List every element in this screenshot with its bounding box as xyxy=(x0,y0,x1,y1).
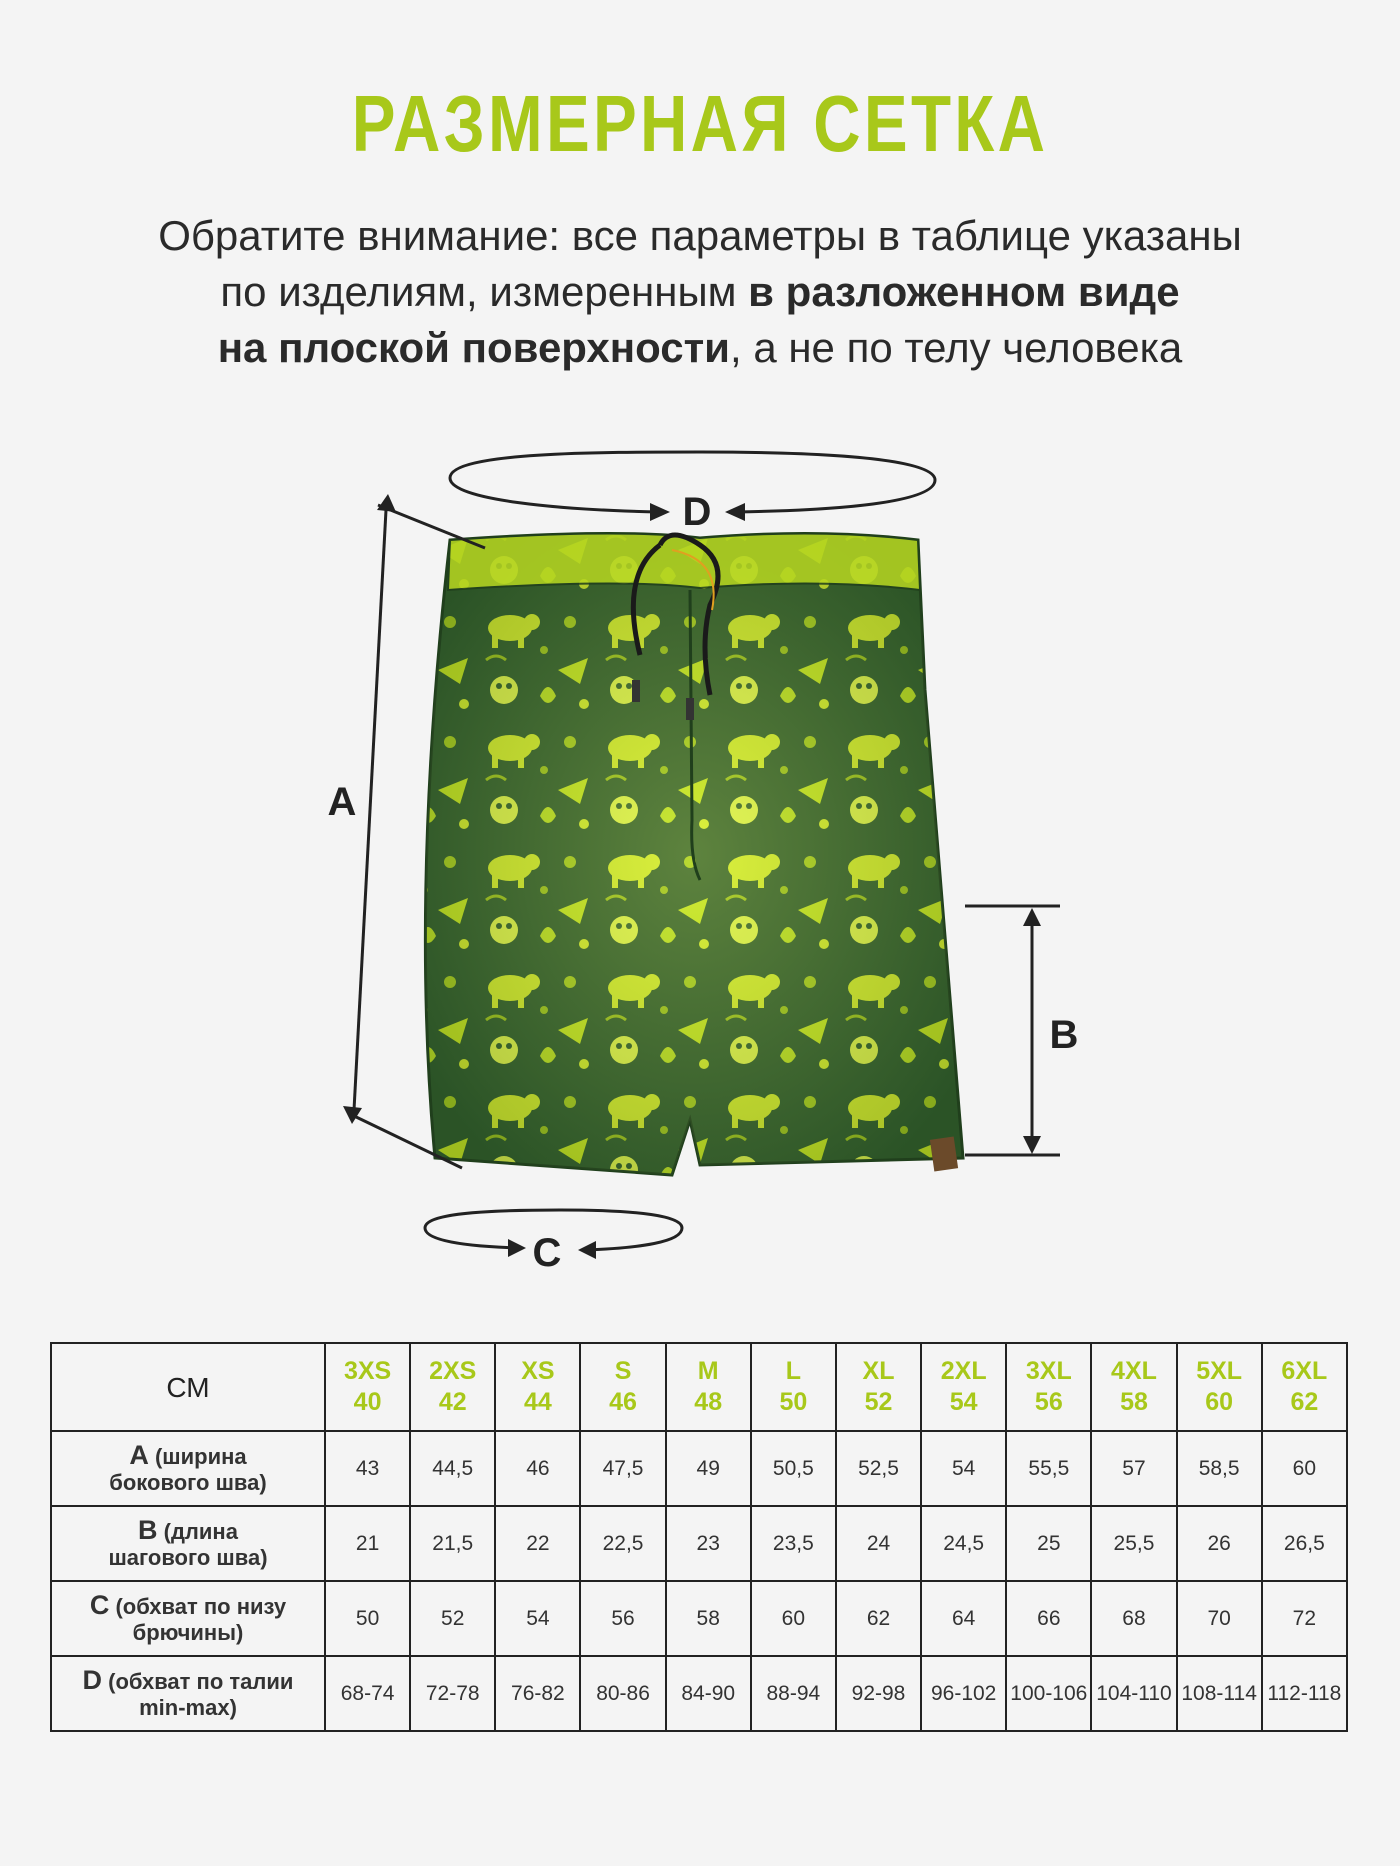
table-cell: 50,5 xyxy=(751,1431,836,1506)
table-cell: 58,5 xyxy=(1177,1431,1262,1506)
table-cell: 24 xyxy=(836,1506,921,1581)
table-cell: 112-118 xyxy=(1262,1656,1347,1731)
table-cell: 58 xyxy=(666,1581,751,1656)
side-seam-arrow xyxy=(354,510,386,1110)
table-cell: 72-78 xyxy=(410,1656,495,1731)
note-line-3-bold: на плоской поверхности xyxy=(217,324,730,371)
label-c: C xyxy=(532,1231,562,1275)
table-cell: 55,5 xyxy=(1006,1431,1091,1506)
table-cell: 88-94 xyxy=(751,1656,836,1731)
size-header: 6XL 62 xyxy=(1262,1343,1347,1431)
table-cell: 46 xyxy=(495,1431,580,1506)
shorts-measurement-diagram xyxy=(0,440,1400,1300)
table-cell: 62 xyxy=(836,1581,921,1656)
label-d: D xyxy=(682,490,712,534)
table-cell: 72 xyxy=(1262,1581,1347,1656)
note-line-2-normal: по изделиям, измеренным xyxy=(220,268,749,315)
note-line-1: Обратите внимание: все параметры в таблице указаны xyxy=(158,212,1242,259)
waist-arrow-left-head xyxy=(650,503,670,521)
table-cell: 22 xyxy=(495,1506,580,1581)
drawstring-tip-left xyxy=(632,680,640,702)
table-cell: 92-98 xyxy=(836,1656,921,1731)
table-row xyxy=(51,1506,1347,1581)
table-cell: 60 xyxy=(1262,1431,1347,1506)
label-a: A xyxy=(327,780,357,824)
row-label: B (длина шагового шва) xyxy=(51,1506,325,1581)
table-cell: 43 xyxy=(325,1431,410,1506)
table-cell: 26,5 xyxy=(1262,1506,1347,1581)
size-header: 3XS 40 xyxy=(325,1343,410,1431)
table-cell: 56 xyxy=(580,1581,665,1656)
size-header: M 48 xyxy=(666,1343,751,1431)
unit-header: СМ xyxy=(51,1343,325,1431)
table-cell: 108-114 xyxy=(1177,1656,1262,1731)
brand-label xyxy=(930,1136,958,1171)
table-cell: 54 xyxy=(495,1581,580,1656)
table-row xyxy=(51,1581,1347,1656)
table-cell: 104-110 xyxy=(1091,1656,1176,1731)
table-cell: 100-106 xyxy=(1006,1656,1091,1731)
waist-arrow-right-head xyxy=(725,503,745,521)
size-header: L 50 xyxy=(751,1343,836,1431)
row-label: C (обхват по низу брючины) xyxy=(51,1581,325,1656)
table-cell: 54 xyxy=(921,1431,1006,1506)
table-cell: 22,5 xyxy=(580,1506,665,1581)
table-cell: 52,5 xyxy=(836,1431,921,1506)
size-header: 2XS 42 xyxy=(410,1343,495,1431)
table-cell: 25 xyxy=(1006,1506,1091,1581)
table-cell: 70 xyxy=(1177,1581,1262,1656)
note-line-2-bold: в разложенном виде xyxy=(748,268,1180,315)
size-header: 2XL 54 xyxy=(921,1343,1006,1431)
note-line-3-normal: , а не по телу человека xyxy=(729,324,1183,371)
size-header: 4XL 58 xyxy=(1091,1343,1176,1431)
table-cell: 44,5 xyxy=(410,1431,495,1506)
table-cell: 84-90 xyxy=(666,1656,751,1731)
page-title: РАЗМЕРНАЯ СЕТКА xyxy=(351,79,1049,168)
table-cell: 66 xyxy=(1006,1581,1091,1656)
size-header-row xyxy=(51,1343,1347,1431)
drawstring-tip-right xyxy=(686,698,694,720)
size-header: XS 44 xyxy=(495,1343,580,1431)
table-cell: 57 xyxy=(1091,1431,1176,1506)
size-table-body xyxy=(51,1431,1347,1731)
table-cell: 21 xyxy=(325,1506,410,1581)
table-cell: 50 xyxy=(325,1581,410,1656)
row-label: D (обхват по талии min-max) xyxy=(51,1656,325,1731)
table-cell: 25,5 xyxy=(1091,1506,1176,1581)
table-cell: 68 xyxy=(1091,1581,1176,1656)
note-line-2 xyxy=(0,264,1400,320)
table-cell: 24,5 xyxy=(921,1506,1006,1581)
table-row xyxy=(51,1431,1347,1506)
size-header: S 46 xyxy=(580,1343,665,1431)
table-cell: 23,5 xyxy=(751,1506,836,1581)
size-header: 3XL 56 xyxy=(1006,1343,1091,1431)
size-table xyxy=(50,1342,1348,1732)
table-cell: 68-74 xyxy=(325,1656,410,1731)
table-row xyxy=(51,1656,1347,1731)
note-line-3 xyxy=(0,320,1400,376)
table-cell: 64 xyxy=(921,1581,1006,1656)
table-cell: 23 xyxy=(666,1506,751,1581)
shorts-waistband xyxy=(448,533,920,590)
table-cell: 21,5 xyxy=(410,1506,495,1581)
table-cell: 52 xyxy=(410,1581,495,1656)
label-b: B xyxy=(1049,1013,1079,1057)
table-cell: 76-82 xyxy=(495,1656,580,1731)
table-cell: 26 xyxy=(1177,1506,1262,1581)
table-cell: 60 xyxy=(751,1581,836,1656)
table-cell: 80-86 xyxy=(580,1656,665,1731)
table-cell: 49 xyxy=(666,1431,751,1506)
table-cell: 96-102 xyxy=(921,1656,1006,1731)
table-cell: 47,5 xyxy=(580,1431,665,1506)
measurement-note xyxy=(0,208,1400,376)
row-label: A (ширина бокового шва) xyxy=(51,1431,325,1506)
size-header: 5XL 60 xyxy=(1177,1343,1262,1431)
size-header: XL 52 xyxy=(836,1343,921,1431)
